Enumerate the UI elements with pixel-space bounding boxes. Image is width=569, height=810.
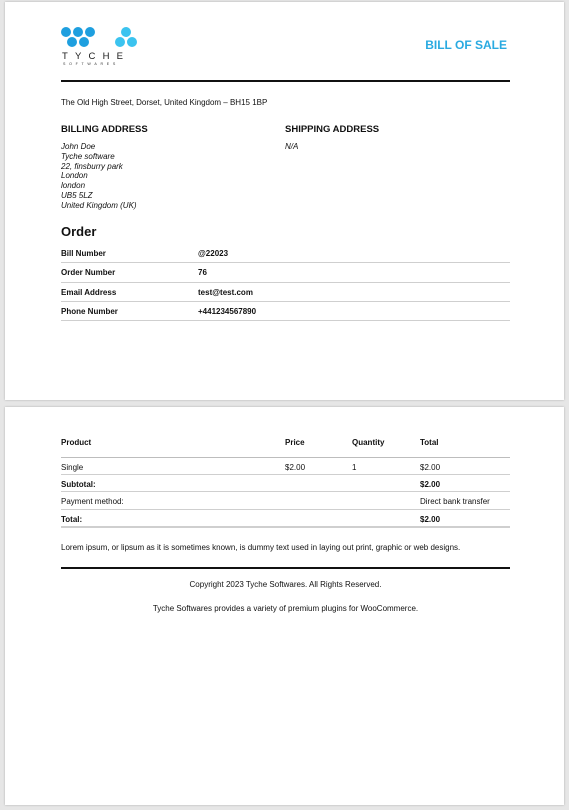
logo-tagline: SOFTWARES <box>63 62 119 66</box>
billing-address-heading: BILLING ADDRESS <box>61 124 148 135</box>
billing-line: 22, finsburry park <box>61 161 123 171</box>
invoice-note: Lorem ipsum, or lipsum as it is sometimes known, is dummy text used in laying out print, graphic or web designs. <box>61 543 461 552</box>
document-title: BILL OF SALE <box>425 38 507 52</box>
payment-method-row <box>61 492 510 509</box>
order-row-label: Phone Number <box>61 306 118 316</box>
item-product: Single <box>61 463 84 472</box>
logo-dot <box>79 37 89 47</box>
payment-method-value: Direct bank transfer <box>420 497 490 507</box>
order-row-phone <box>61 302 510 321</box>
subtotal-label: Subtotal: <box>61 480 96 490</box>
order-heading: Order <box>61 224 97 239</box>
billing-line: John Doe <box>61 142 96 151</box>
total-label: Total: <box>61 514 83 524</box>
table-row <box>61 458 510 475</box>
logo-dot <box>85 27 95 37</box>
footer-tagline: Tyche Softwares provides a variety of premium plugins for WooCommerce. <box>152 604 419 613</box>
items-table <box>61 433 510 528</box>
order-row-label: Bill Number <box>61 249 106 258</box>
item-quantity: 1 <box>352 463 357 472</box>
header-divider <box>61 80 510 82</box>
billing-line: London <box>61 171 88 181</box>
order-row-label: Email Address <box>61 287 117 297</box>
logo-dot <box>73 27 83 37</box>
footer-divider <box>61 567 510 569</box>
billing-line: Tyche software <box>61 151 115 161</box>
order-details-table <box>61 244 510 321</box>
logo-dot <box>127 37 137 47</box>
order-row-bill-number <box>61 244 510 263</box>
column-header-total: Total <box>420 438 439 447</box>
item-price: $2.00 <box>285 463 306 472</box>
order-row-value: +441234567890 <box>198 306 257 316</box>
column-header-product: Product <box>61 438 92 447</box>
invoice-page-1 <box>5 2 564 400</box>
invoice-page-2 <box>5 407 564 805</box>
items-table-header <box>61 433 510 458</box>
total-value: $2.00 <box>420 514 441 524</box>
logo-dot <box>121 27 131 37</box>
order-row-email <box>61 283 510 302</box>
column-header-quantity: Quantity <box>352 438 385 447</box>
total-row <box>61 510 510 528</box>
logo-dot <box>67 37 77 47</box>
order-row-label: Order Number <box>61 268 116 278</box>
payment-method-label: Payment method: <box>61 497 124 507</box>
logo-dot <box>115 37 125 47</box>
order-row-order-number <box>61 263 510 282</box>
logo-wordmark: TYCHE <box>62 51 131 62</box>
footer-copyright: Copyright 2023 Tyche Softwares. All Rights Reserved. <box>189 580 382 589</box>
order-row-value: test@test.com <box>198 287 253 297</box>
shipping-address: N/A <box>285 142 299 151</box>
shipping-address-heading: SHIPPING ADDRESS <box>285 124 380 135</box>
billing-line: london <box>61 181 86 191</box>
store-address: The Old High Street, Dorset, United Kingdom – BH15 1BP <box>61 98 268 107</box>
tyche-logo <box>61 27 141 69</box>
billing-line: United Kingdom (UK) <box>61 200 137 210</box>
billing-address <box>61 142 137 211</box>
order-row-value: @22023 <box>198 249 229 258</box>
logo-dot <box>61 27 71 37</box>
subtotal-row <box>61 475 510 492</box>
order-row-value: 76 <box>198 268 207 278</box>
subtotal-value: $2.00 <box>420 480 441 490</box>
item-total: $2.00 <box>420 463 441 472</box>
column-header-price: Price <box>285 438 305 447</box>
billing-line: UB5 5LZ <box>61 190 93 200</box>
